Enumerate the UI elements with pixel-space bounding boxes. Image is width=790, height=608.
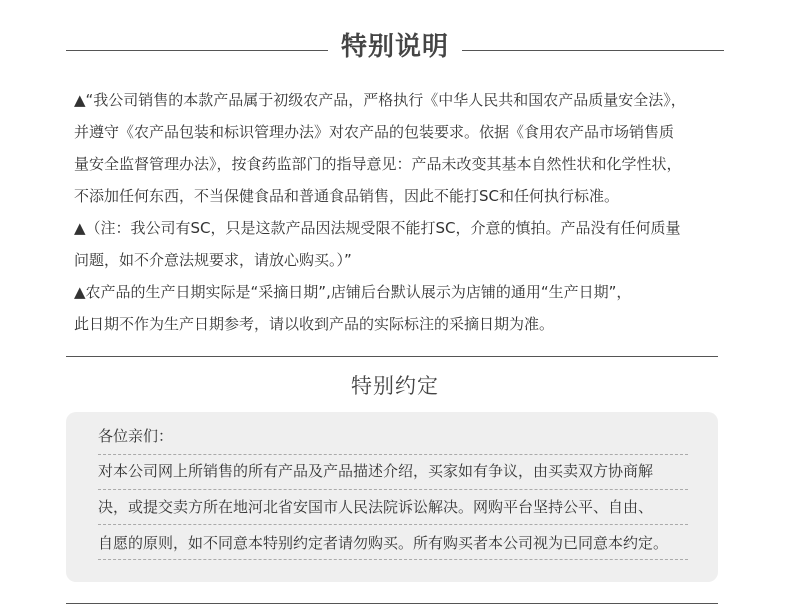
agreement-line: 对本公司网上所销售的所有产品及产品描述介绍，买家如有争议，由买卖双方协商解 xyxy=(98,462,654,480)
special-notes-body xyxy=(74,84,744,340)
agreement-greeting: 各位亲们： xyxy=(98,427,174,445)
agreement-line: 决，或提交卖方所在地河北省安国市人民法院诉讼解决。网购平台坚持公平、自由、 xyxy=(98,498,654,516)
note-line: 问题，如不介意法规要求，请放心购买。）” xyxy=(74,251,352,269)
section-title-special-agreement: 特别约定 xyxy=(351,374,439,398)
note-line: 量安全监督管理办法》，按食药监部门的指导意见：产品未改变其基本自然性状和化学性状， xyxy=(74,155,682,173)
dashed-rule xyxy=(98,489,688,490)
section-divider xyxy=(66,356,718,357)
note-line: ▲农产品的生产日期实际是“采摘日期”,店铺后台默认展示为店铺的通用“生产日期”， xyxy=(74,283,632,301)
dashed-rule xyxy=(98,454,688,455)
note-line: ▲“我公司销售的本款产品属于初级农产品，严格执行《中华人民共和国农产品质量安全法》， xyxy=(74,91,686,109)
bottom-divider xyxy=(66,603,718,604)
title-rule-left xyxy=(66,50,328,51)
section-title-special-notes: 特别说明 xyxy=(340,32,449,62)
note-line: ▲（注：我公司有SC，只是这款产品因法规受限不能打SC，介意的慎拍。产品没有任何质量 xyxy=(74,219,681,237)
dashed-rule xyxy=(98,524,688,525)
dashed-rule xyxy=(98,559,688,560)
note-line: 不添加任何东西，不当保健食品和普通食品销售，因此不能打SC和任何执行标准。 xyxy=(74,187,619,205)
agreement-line: 自愿的原则，如不同意本特别约定者请勿购买。所有购买者本公司视为已同意本约定。 xyxy=(98,534,669,552)
note-line: 此日期不作为生产日期参考，请以收到产品的实际标注的采摘日期为准。 xyxy=(74,315,555,333)
title-rule-right xyxy=(462,50,724,51)
note-line: 并遵守《农产品包装和标识管理办法》对农产品的包装要求。依据《食用农产品市场销售质 xyxy=(74,123,675,141)
agreement-box xyxy=(66,412,718,582)
